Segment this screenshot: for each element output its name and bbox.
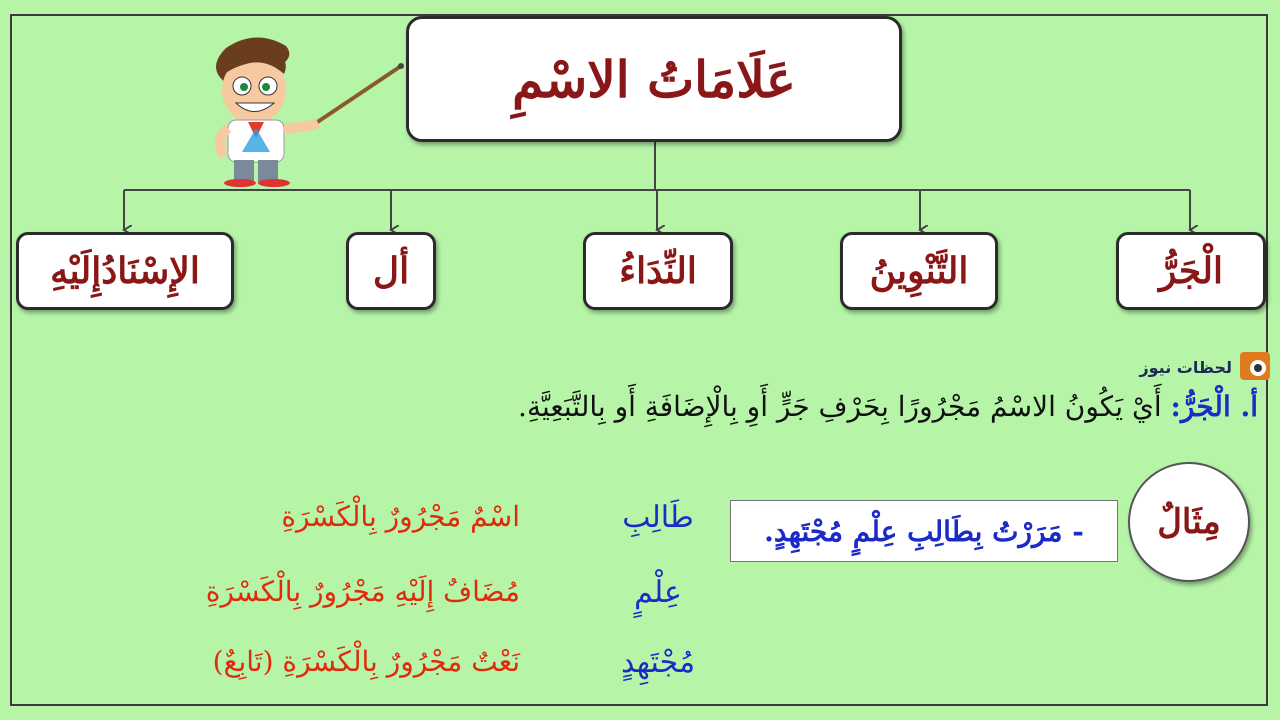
analysis-explanation: اسْمٌ مَجْرُورٌ بِالْكَسْرَةِ	[281, 500, 520, 533]
branch-label: الْجَرُّ	[1158, 250, 1224, 292]
branch-label: أل	[372, 250, 410, 292]
branch-jarr	[1116, 232, 1266, 310]
logo-icon	[1238, 348, 1272, 386]
example-sentence-box	[730, 500, 1118, 562]
analysis-word: طَالِبِ	[622, 500, 694, 535]
analysis-explanation: مُضَافٌ إِلَيْهِ مَجْرُورٌ بِالْكَسْرَةِ	[205, 575, 520, 608]
example-label: مِثَالٌ	[1157, 502, 1221, 542]
branch-label: التَّنْوِينُ	[869, 250, 969, 292]
definition-head: أ. الْجَرُّ:	[1170, 390, 1258, 423]
branch-label: الإِسْنَادُإِلَيْهِ	[50, 250, 200, 292]
definition-text: أَيْ يَكُونُ الاسْمُ مَجْرُورًا بِحَرْفِ جَرٍّ أَوِ بِالْإِضَافَةِ أَو بِالتَّبَعِيَّةِ.	[518, 390, 1171, 423]
branch-tanween	[840, 232, 998, 310]
analysis-word: عِلْمٍ	[634, 575, 682, 610]
definition-line	[358, 390, 1258, 440]
analysis-word: مُجْتَهِدٍ	[620, 645, 696, 680]
branch-al	[346, 232, 436, 310]
branch-nidaa	[583, 232, 733, 310]
example-badge	[1128, 462, 1250, 582]
analysis-explanation: نَعْتٌ مَجْرُورٌ بِالْكَسْرَةِ (تَابِعٌ)	[212, 645, 520, 678]
branch-isnad	[16, 232, 234, 310]
watermark	[1112, 350, 1272, 384]
diagram-title: عَلَامَاتُ الاسْمِ	[512, 49, 796, 109]
title-box	[406, 16, 902, 142]
watermark-text: لحظات نيوز	[1139, 357, 1232, 377]
example-sentence: - مَرَرْتُ بِطَالِبِ عِلْمٍ مُجْتَهِدٍ.	[764, 514, 1084, 548]
teacher-illustration	[196, 28, 406, 192]
branch-label: النِّدَاءُ	[619, 250, 697, 292]
